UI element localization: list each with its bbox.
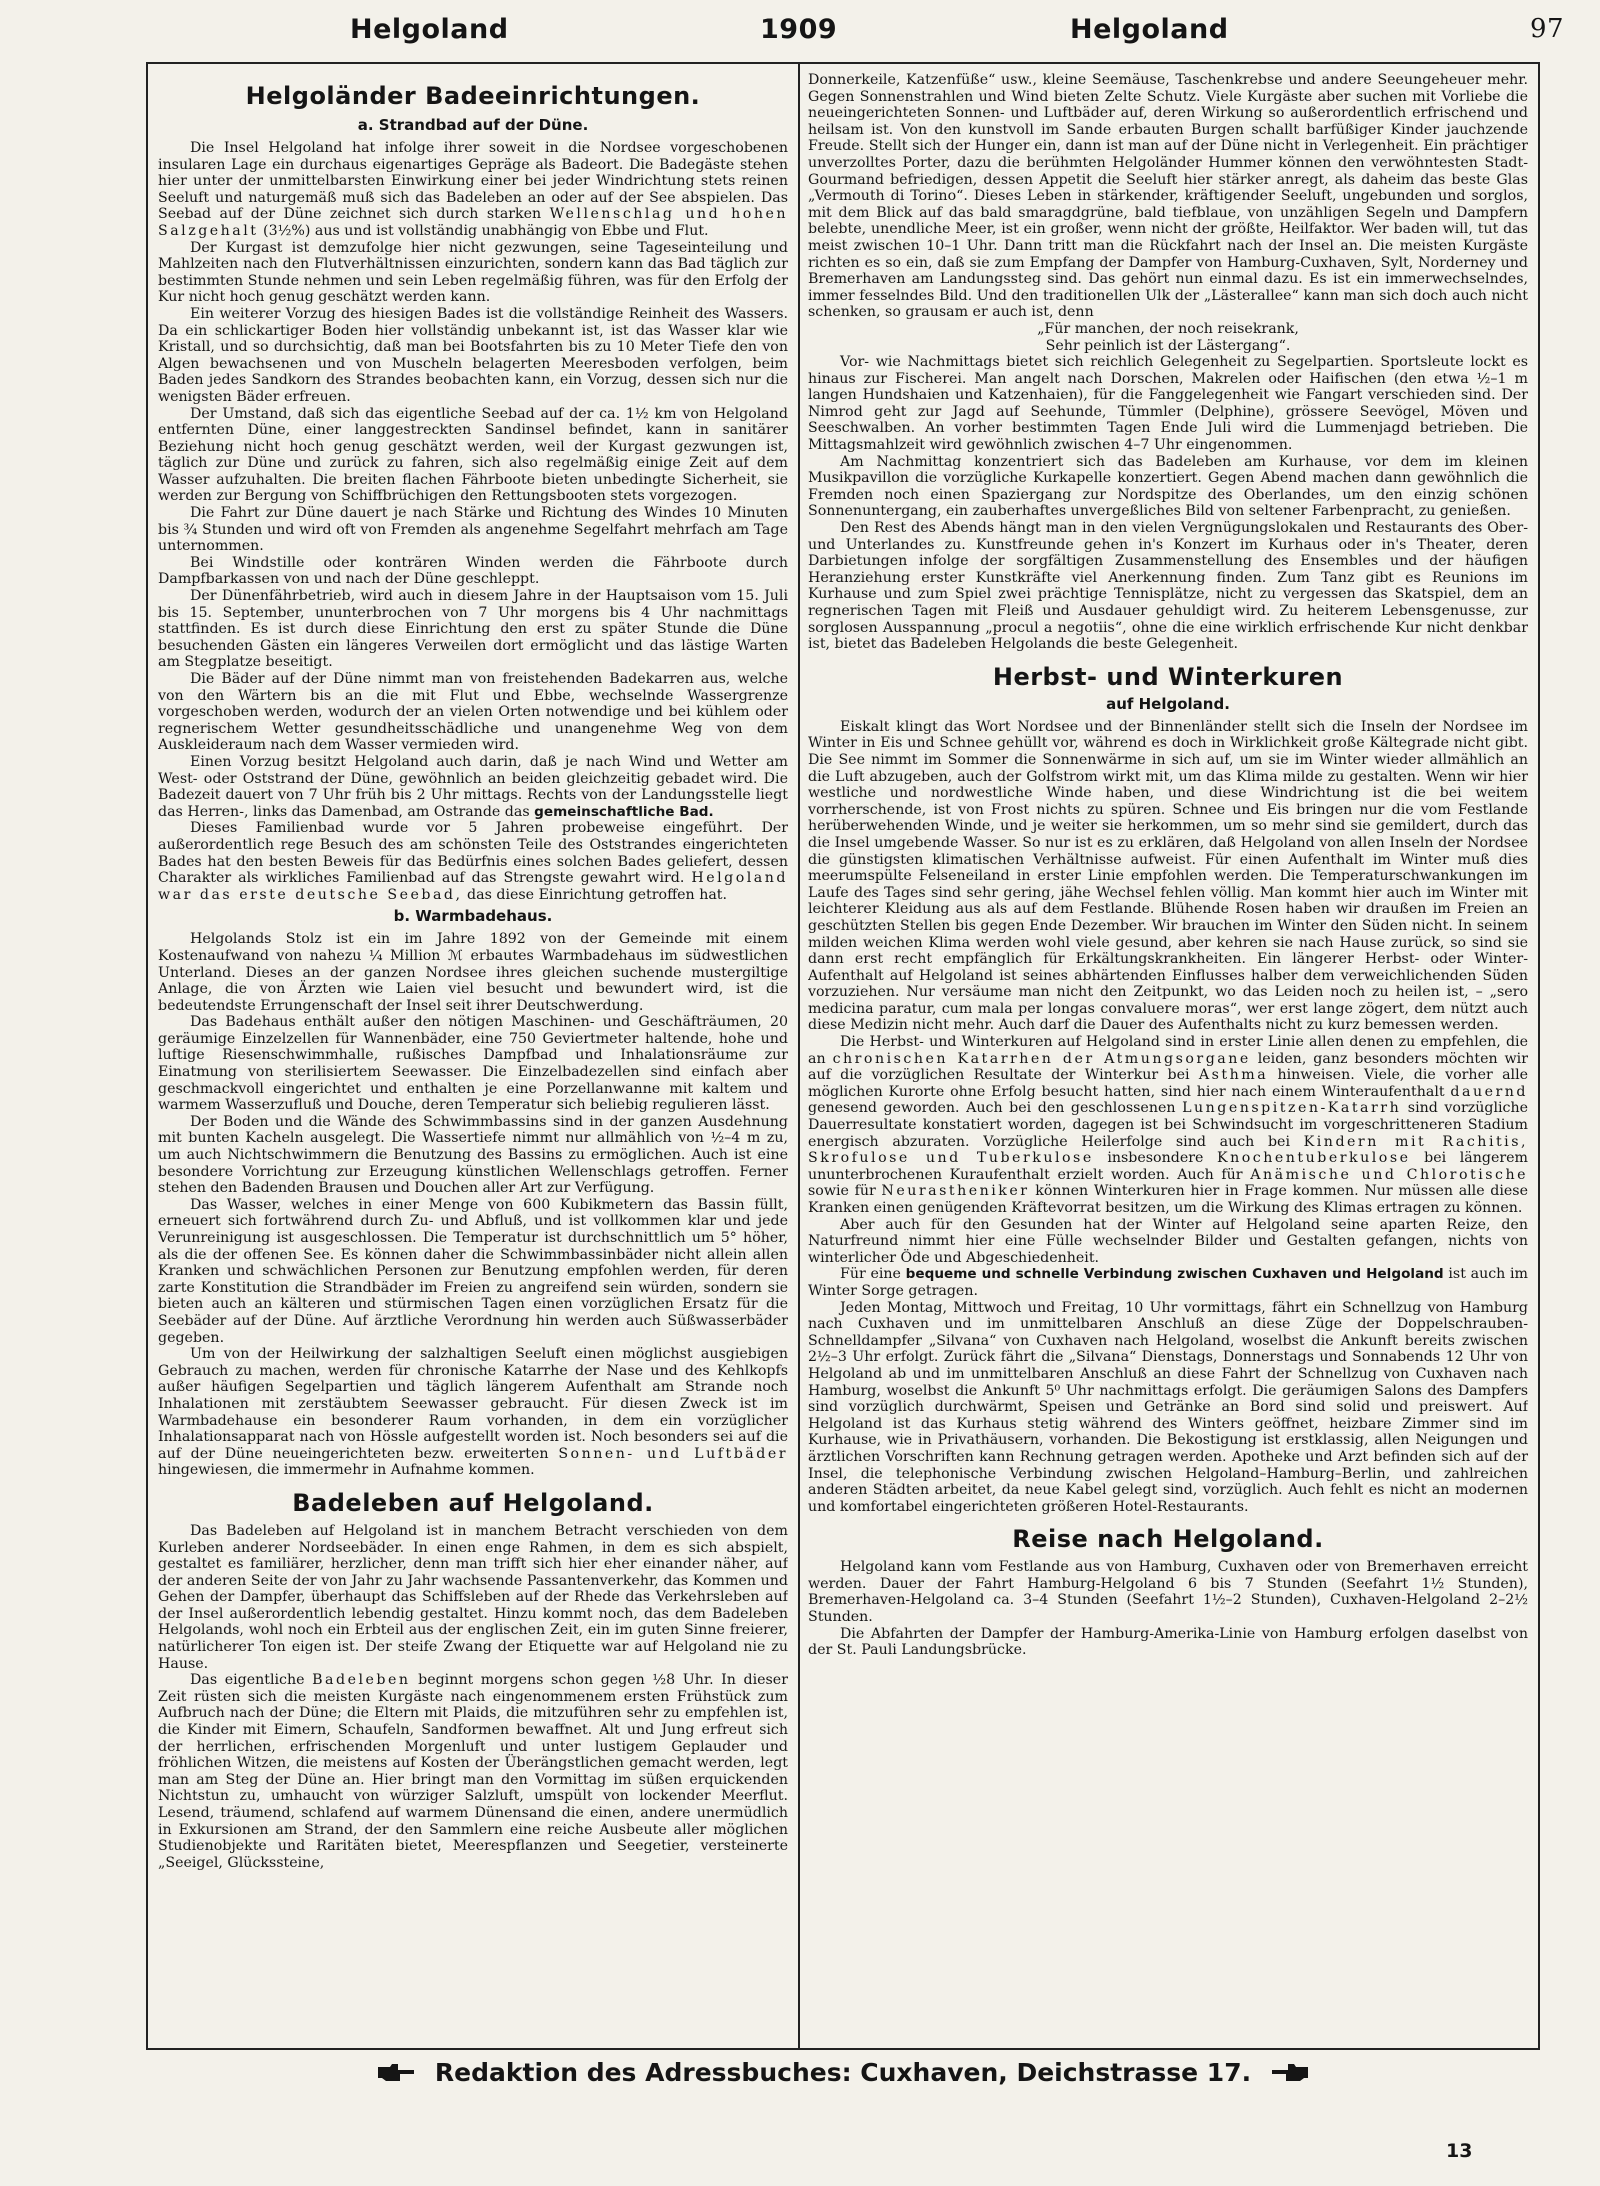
pointing-hand-right-icon: [376, 2061, 416, 2085]
heading-badeleben: Badeleben auf Helgoland.: [292, 1488, 654, 1517]
heading-reise: Reise nach Helgoland.: [1012, 1525, 1324, 1554]
paragraph: Ein weiterer Vorzug des hiesigen Bades ist die vollständige Reinheit des Wassers. Da ein schlickartiger Boden hier vollständig unbekannt ist, ist das Wasser klar wie Kristall, und so durchsichtig, daß man bei Bootsfahrten bis zu 10 Meter Tiefe den von Algen bewachsenen und von Muscheln belagerten Meeresboden verfolgen, beim Baden jedes Sandkorn des Strandes beobachten kann, ein Vorzug, dessen sich nur die wenigsten Bäder erfreuen.: [158, 305, 788, 405]
paragraph: Das eigentliche Badeleben beginnt morgens schon gegen ½8 Uhr. In dieser Zeit rüsten sich die meisten Kurgäste nach eingenommenem ersten Frühstück zum Aufbruch nach der Düne; die Eltern mit Plaids, die mitzuführen sehr zu empfehlen ist, die Kinder mit Eimern, Schaufeln, Sandformen bewaffnet. Alt und Jung erfreut sich der herrlichen, erfrischenden Morgenluft und unter lustigem Geplauder und fröhlichen Witzen, die meistens auf Kosten der Überängstlichen gemacht werden, legt man am Steg der Düne an. Hier bringt man den Vormittag im süßen erquickenden Nichtstun zu, umhaucht von würziger Salzluft, umspült von lockender Meerflut. Lesend, träumend, schlafend auf warmem Dünensand die einen, andere unermüdlich in Exkursionen am Strand, der den Sammlern eine reiche Ausbeute aller möglichen Studienobjekte und Raritäten bietet, Meerespflanzen und Seegetier, versteinerte „Seeigel, Glückssteine,: [158, 1672, 788, 1871]
paragraph: Helgoland kann vom Festlande aus von Hamburg, Cuxhaven oder von Bremerhaven erreicht werden. Dauer der Fahrt Hamburg-Helgoland 6 bis 7 Stunden (Seefahrt 1½ Stunden), Bremerhaven-Helgoland ca. 3–4 Stunden (Seefahrt 1½–2 Stunden), Cuxhaven-Helgoland 2–2½ Stunden.: [808, 1559, 1528, 1626]
paragraph: Jeden Montag, Mittwoch und Freitag, 10 Uhr vormittags, fährt ein Schnellzug von Hamburg nach Cuxhaven und im unmittelbaren Anschluß an diese Züge der Doppelschrauben-Schnelldampfer „Silvana“ von Cuxhaven nach Helgoland, woselbst die Ankunft bereits zwischen 2½–3 Uhr erfolgt. Zurück fährt die „Silvana“ Dienstags, Donnerstags und Sonnabends 12 Uhr von Helgoland ab und im unmittelbaren Anschluß an diese Fahrt der Schnellzug von Cuxhaven nach Hamburg, woselbst die Ankunft 5⁰ Uhr nachmittags erfolgt. Die geräumigen Salons des Dampfers sind vorzüglich durchwärmt, Speisen und Getränke an Bord sind solid und preiswert. Auf Helgoland ist das Kurhaus stetig während des Winters geöffnet, heizbare Zimmer sind im Kurhause, wie in Privathäusern, vorhanden. Die Bekostigung ist erstklassig, allen Neigungen und ärztlichen Vorschriften kann Rechnung getragen werden. Apotheke und Arzt befinden sich auf der Insel, die telephonische Verbindung zwischen Helgoland–Hamburg–Berlin, und zahlreichen anderen Städten arbeitet, da neue Kabel gelegt sind, vorzüglich. Auch fehlt es nicht an modernen und komfortabel eingerichteten größeren Hotel-Restaurants.: [808, 1299, 1528, 1515]
subheading-warmbadehaus: b. Warmbadehaus.: [393, 907, 553, 926]
paragraph: Für eine bequeme und schnelle Verbindung zwischen Cuxhaven und Helgoland ist auch im Winter Sorge getragen.: [808, 1266, 1528, 1299]
pointing-hand-left-icon: [1270, 2061, 1310, 2085]
header-year: 1909: [760, 14, 838, 45]
paragraph: Das Badehaus enthält außer den nötigen Maschinen- und Geschäfträumen, 20 geräumige Einzelzellen für Wannenbäder, eine 750 Geviertmeter haltende, hohe und luftige Riesenschwimmhalle, rußisches Dampfbad und Inhalationsräume zur Einatmung von sterilisiertem Seewasser. Die Einzelbadezellen sind einfach aber geschmackvoll eingerichtet und enthalten je eine Porzellanwanne mit kaltem und warmem Wasserzufluß und Douche, deren Temperatur sich beliebig regulieren lässt.: [158, 1014, 788, 1114]
left-column: [158, 72, 788, 2032]
subheading-auf-helgoland: auf Helgoland.: [1106, 694, 1230, 713]
heading-winterkuren: Herbst- und Winterkuren: [992, 662, 1344, 691]
paragraph: Die Abfahrten der Dampfer der Hamburg-Amerika-Linie von Hamburg erfolgen daselbst von der St. Pauli Landungsbrücke.: [808, 1625, 1528, 1659]
page-header: [350, 14, 1565, 54]
paragraph: Vor- wie Nachmittags bietet sich reichlich Gelegenheit zu Segelpartien. Sportsleute lockt es hinaus zur Fischerei. Man angelt nach Dorschen, Makrelen oder Haifischen (den etwa ½–1 m langen Hundshaien und Katzenhaien), für die Fanggelegenheit wie Fangart verschieden sind. Der Nimrod geht zur Jagd auf Seehunde, Tümmler (Delphine), grössere Seevögel, Möven und Seeschwalben. An vorher bestimmten Tagen Ende Juli wird die Lummenjagd betrieben. Die Mittagsmahlzeit wird gewöhnlich zwischen 4–7 Uhr eingenommen.: [808, 354, 1528, 454]
footer-banner: [146, 2058, 1540, 2108]
paragraph: Dieses Familienbad wurde vor 5 Jahren probeweise eingeführt. Der außerordentlich rege Besuch des am schönsten Teile des Oststrandes eingerichteten Bades hat den besten Beweis für das Bedürfnis eines solchen Bades geliefert, dessen Charakter als wirkliches Familienbad auf das Strengste gewahrt wird. Helgoland war das erste deutsche Seebad, das diese Einrichtung getroffen hat.: [158, 820, 788, 903]
paragraph: Einen Vorzug besitzt Helgoland auch darin, daß je nach Wind und Wetter am West- oder Oststrand der Düne, gewöhnlich an beiden gleichzeitig gebadet wird. Die Badezeit dauert von 7 Uhr früh bis 2 Uhr mittags. Rechts von der Landungsstelle liegt das Herren-, links das Damenbad, am Ostrande das gemeinschaftliche Bad.: [158, 753, 788, 820]
paragraph: Den Rest des Abends hängt man in den vielen Vergnügungslokalen und Restaurants des Ober- und Unterlandes zu. Kunstfreunde gehen in's Konzert im Kurhaus oder in's Theater, deren Darbietungen infolge der sorgfältigen Zusammenstellung des Ensembles und der häufigen Heranziehung erster Kunstkräfte viel Anerkennung finden. Zum Tanz gibt es Reunions im Kurhause und zum Spiel zwei prächtige Tennisplätze, nicht zu vergessen das Skatspiel, dem an regnerischen Tagen mit Fleiß und Ausdauer gehuldigt wird. Zu heiterem Lebensgenusse, zur sorglosen Ausspannung „procul a negotiis“, ohne die eine wirklich erfrischende Kur nicht denkbar ist, bietet das Badeleben Helgolands die beste Gelegenheit.: [808, 520, 1528, 653]
paragraph: Die Bäder auf der Düne nimmt man von freistehenden Badekarren aus, welche von den Wärtern bis an die mit Flut und Ebbe, wechselnde Wassergrenze vorgeschoben werden, wodurch der an vielen Orten notwendige und bei kühlem oder regnerischem Wetter gesundheitsschädliche und unangenehme Weg von dem Auskleideraum nach dem Wasser vermieden wird.: [158, 671, 788, 754]
paragraph: Der Dünenfährbetrieb, wird auch in diesem Jahre in der Hauptsaison vom 15. Juli bis 15. September, ununterbrochen von 7 Uhr morgens bis 4 Uhr nachmittags stattfinden. Es ist durch diese Einrichtung den erst zu später Stunde die Düne besuchenden Gästen ein längeres Verweilen dort ermöglicht und das lästige Warten am Stegplatze beseitigt.: [158, 588, 788, 671]
paragraph: Der Kurgast ist demzufolge hier nicht gezwungen, seine Tageseinteilung und Mahlzeiten nach den Flutverhältnissen einzurichten, sondern kann das Bad täglich zur bestimmten Stunde nehmen und sein Leben regelmäßig führen, was für den Erfolg der Kur nicht hoch genug geschätzt werden kann.: [158, 239, 788, 306]
paragraph: Der Boden und die Wände des Schwimmbassins sind in der ganzen Ausdehnung mit bunten Kacheln ausgelegt. Die Wassertiefe nimmt nur allmählich von ½–4 m zu, um auch Nichtschwimmern die Benutzung des Bassins zu ermöglichen. Auch ist eine besondere Vorrichtung zur Erzeugung künstlichen Wellenschlags getroffen. Ferner stehen den Badenden Brausen und Douchen aller Art zur Verfügung.: [158, 1113, 788, 1197]
paragraph: Die Insel Helgoland hat infolge ihrer soweit in die Nordsee vorgeschobenen insularen Lage ein durchaus eigenartiges Gepräge als Badeort. Die Badegäste stehen hier unter der unmittelbarsten Einwirkung einer bei jeder Windrichtung stets reinen Seeluft und naturgemäß muß sich das Badeleben an oder auf der See abspielen. Das Seebad auf der Düne zeichnet sich durch starken Wellenschlag und hohen Salzgehalt (3½%) aus und ist vollständig unabhängig von Ebbe und Flut.: [158, 140, 788, 239]
paragraph: Die Herbst- und Winterkuren auf Helgoland sind in erster Linie allen denen zu empfehlen, die an chronischen Katarrhen der Atmungsorgane leiden, ganz besonders möchten wir auf die vorzüglichen Resultate der Winterkur bei Asthma hinweisen. Viele, die vorher alle möglichen Kurorte ohne Erfolg besucht hatten, sind hier nach einem Winteraufenthalt dauernd genesend geworden. Auch bei den geschlossenen Lungenspitzen-Katarrh sind vorzügliche Dauerresultate konstatiert worden, dagegen ist bei Schwindsucht im vorgeschritteneren Stadium energisch abzuraten. Vorzügliche Heilerfolge sind auch bei Kindern mit Rachitis, Skrofulose und Tuberkulose insbesondere Knochentuberkulose bei längerem ununterbrochenen Kuraufenthalt erzielt worden. Auch für Anämische und Chlorotische sowie für Neurastheniker können Winterkuren hier in Frage kommen. Nur müssen alle diese Kranken einen genügenden Kräftevorrat besitzen, um die Wirkung des Klimas ertragen zu können.: [808, 1034, 1528, 1216]
page-marker: 13: [1446, 2140, 1473, 2162]
paragraph: Am Nachmittag konzentriert sich das Badeleben am Kurhause, vor dem im kleinen Musikpavillon die vorzügliche Kurkapelle konzertiert. Gegen Abend machen dann gewöhnlich die Fremden noch einen Spaziergang zur Nordspitze des Oberlandes, um den einzig schönen Sonnenuntergang, ein zauberhaftes unvergeßliches Bild von seltener Farbenpracht, zu genießen.: [808, 453, 1528, 520]
paragraph: Der Umstand, daß sich das eigentliche Seebad auf der ca. 1½ km von Helgoland entfernten Düne, einer langgestreckten Sandinsel befindet, kann in sanitärer Beziehung nicht hoch genug geschätzt werden, weil der Kurgast gezwungen ist, täglich zur Düne und zurück zu fahren, sich also regelmäßig einige Zeit auf dem Wasser aufzuhalten. Die breiten flachen Fährboote bieten unbedingte Sicherheit, sie werden zur Bergung von Schiffbrüchigen den Rettungsbooten stets vorgezogen.: [158, 405, 788, 505]
paragraph: Um von der Heilwirkung der salzhaltigen Seeluft einen möglichst ausgiebigen Gebrauch zu machen, werden für chronische Katarrhe der Nase und des Kehlkopfs außer häufigen Segelpartien und täglich längerem Aufenthalt am Strande noch Inhalationen mit zerstäubtem Seewasser gebraucht. Für diesen Zweck ist im Warmbadehause ein besonderer Raum vorhanden, in dem ein vorzüglicher Inhalationsapparat nach von Hössle aufgestellt worden ist. Noch besonders sei auf die auf der Düne neueingerichteten bezw. erweiterten Sonnen- und Luftbäder hingewiesen, die immermehr in Aufnahme kommen.: [158, 1346, 788, 1479]
header-right-title: Helgoland: [1070, 14, 1229, 45]
paragraph: Aber auch für den Gesunden hat der Winter auf Helgoland seine aparten Reize, den Naturfreund nimmt hier eine Fülle wechselnder Bilder und Gestalten gefangen, nichts von winterlicher Öde und Abgeschiedenheit.: [808, 1216, 1528, 1266]
right-column: [808, 72, 1528, 2032]
paragraph: Donnerkeile, Katzenfüße“ usw., kleine Seemäuse, Taschenkrebse und andere Seeungeheuer mehr. Gegen Sonnenstrahlen und Wind bieten Zelte Schutz. Viele Kurgäste aber suchen mit Vorliebe die neueingerichteten Sonnen- und Luftbäder auf, deren Wirkung so außerordentlich erfrischend und heilsam ist. Von den kunstvoll im Sande erbauten Burgen schallt barfüßiger Kinder jauchzende Freude. Stellt sich der Hunger ein, dann ist man auf der Düne nicht in Verlegenheit. Ein prächtiger unverzolltes Porter, dazu die berühmten Helgoländer Hummer können den verwöhntesten Stadt-Gourmand befriedigen, dessen Appetit die Seeluft hier stärker anregt, als daheim das beste Glas „Vermouth di Torino“. Dieses Leben in stärkender, kräftigender Seeluft, ungebunden und sorglos, mit dem Blick auf das bald smaragdgrüne, bald tiefblaue, von unzähligen Segeln und Dampfern belebte, unendliche Meer, ist ein großer, wenn nicht der größte, Heilfaktor. Wer baden will, tut das meist zwischen 10–1 Uhr. Dann tritt man die Rückfahrt nach der Insel an. Die meisten Kurgäste richten es so ein, daß sie zum Empfang der Dampfer von Hamburg-Cuxhaven, Sylt, Norderney und Bremerhaven am Landungssteg sind. Das gehört nun einmal dazu. Es ist ein immerwechselndes, immer fesselndes Bild. Und den traditionellen Ulk der „Lästerallee“ kann man sich doch auch nicht schenken, so grausam er auch ist, denn: [808, 72, 1528, 321]
header-page-number: 97: [1530, 14, 1565, 44]
header-left-title: Helgoland: [350, 14, 509, 45]
verse-line: Sehr peinlich ist der Lästergang“.: [1045, 337, 1291, 354]
heading-badeeinrichtungen: Helgoländer Badeeinrichtungen.: [245, 82, 701, 110]
subheading-strandbad: a. Strandbad auf der Düne.: [357, 116, 589, 134]
verse-line: „Für manchen, der noch reisekrank,: [1037, 320, 1299, 337]
paragraph: Helgolands Stolz ist ein im Jahre 1892 von der Gemeinde mit einem Kostenaufwand von nahezu ¼ Million ℳ erbautes Warmbadehaus im südwestlichen Unterland. Dieses an der ganzen Nordsee ihres gleichen suchende mustergiltige Anlage, die von Ärzten wie Laien viel besucht und bewundert wird, ist die bedeutendste Errungenschaft der Insel seit ihrer Deutschwerdung.: [158, 931, 788, 1014]
paragraph: Eiskalt klingt das Wort Nordsee und der Binnenländer stellt sich die Inseln der Nordsee im Winter in Eis und Schnee gehüllt vor, während es doch in Wirklichkeit große Kältegrade nicht gibt. Die See nimmt im Sommer die Sonnenwärme in sich auf, um sie im Winter wieder allmählich an die Luft abzugeben, auch der Golfstrom wirkt mit, um das Klima milde zu gestalten. Wenn wir hier westliche und nordwestliche Winde haben, und diese Windrichtung ist die bei weitem vorrherschende, ist von Frost nichts zu spüren. Schnee und Eis bringen nur die vom Festlande herüberwehenden Winde, und je weiter sie herkommen, um so mehr sind sie gemildert, durch das die Insel umgebende Wasser. So nur ist es zu erklären, daß Helgoland von allen Inseln der Nordsee die günstigsten klimatischen Verhältnisse aufweist. Für einen Aufenthalt im Winter muß dies meerumspülte Felseneiland in erster Linie empfohlen werden. Die Temperaturschwankungen im Laufe des Tages sind sehr gering, jähe Wechsel fehlen völlig. Man kommt hier auch im Winter mit leichterer Kleidung aus als auf dem Festlande. Blühende Rosen haben wir draußen im Freien an geschützten Stellen bis gegen Ende Dezember. Wir brauchen im Winter den Süden nicht. In seinem milden weichen Klima werden wohl viele gesund, aber kehren sie nach Hause zurück, so sind sie dann erst recht empfänglich für Erkältungskrankheiten. Ein längerer Herbst- oder Winter-Aufenthalt auf Helgoland ist seines abhärtenden Einflusses halber dem verweichlichenden Süden vorzuziehen. Nur versäume man nicht den Zeitpunkt, wo das Leiden noch zu heilen ist, – „sero medicina paratur, cum mala per longas convaluere moras“, wer erst lange zögert, dem nützt auch diese Medizin nicht mehr. Auch darf die Dauer des Aufenthalts nicht zu kurz bemessen werden.: [808, 718, 1528, 1034]
paragraph: Das Badeleben auf Helgoland ist in manchem Betracht verschieden von dem Kurleben anderer Nordseebäder. In einen enge Rahmen, in dem es sich abspielt, gestaltet es familiärer, herzlicher, denn man trifft sich hier eher einander näher, auf der anderen Seite der von Jahr zu Jahr wachsende Passantenverkehr, das Kommen und Gehen der Dampfer, überhaupt das Schiffsleben auf der Rhede das Verkehrsleben auf der Insel außerordentlich lebendig gestaltet. Hinzu kommt noch, das dem Badeleben Helgolands, wohl noch ein Erbteil aus der englischen Zeit, ein im guten Sinne freierer, natürlicherer Ton eigen ist. Der steife Zwang der Etiquette war auf Helgoland nie zu Hause.: [158, 1522, 788, 1672]
paragraph: Das Wasser, welches in einer Menge von 600 Kubikmetern das Bassin füllt, erneuert sich fortwährend durch Zu- und Abfluß, und ist vollkommen klar und jede Verunreinigung ist ausgeschlossen. Die Temperatur ist durchschnittlich um 5° höher, als die der offenen See. Es können daher die Schwimmbassinbäder nicht allein allen Kranken und schwächlichen Personen zur Benutzung empfohlen werden, für deren zarte Konstitution die Strandbäder im Freien zu angreifend sein würden, sondern sie bieten auch an kälteren und stürmischen Tagen einen vorzüglichen Ersatz für die Seebäder auf der Düne. Auf ärztliche Verordnung hin werden auch Süßwasserbäder gegeben.: [158, 1196, 788, 1346]
paragraph: Bei Windstille oder konträren Winden werden die Fährboote durch Dampfbarkassen von und nach der Düne geschleppt.: [158, 554, 788, 588]
paragraph: Die Fahrt zur Düne dauert je nach Stärke und Richtung des Windes 10 Minuten bis ¾ Stunden und wird oft von Fremden als angenehme Segelfahrt mehrfach am Tage unternommen.: [158, 505, 788, 555]
footer-text: Redaktion des Adressbuches: Cuxhaven, Deichstrasse 17.: [434, 2058, 1252, 2087]
column-divider: [798, 62, 800, 2050]
